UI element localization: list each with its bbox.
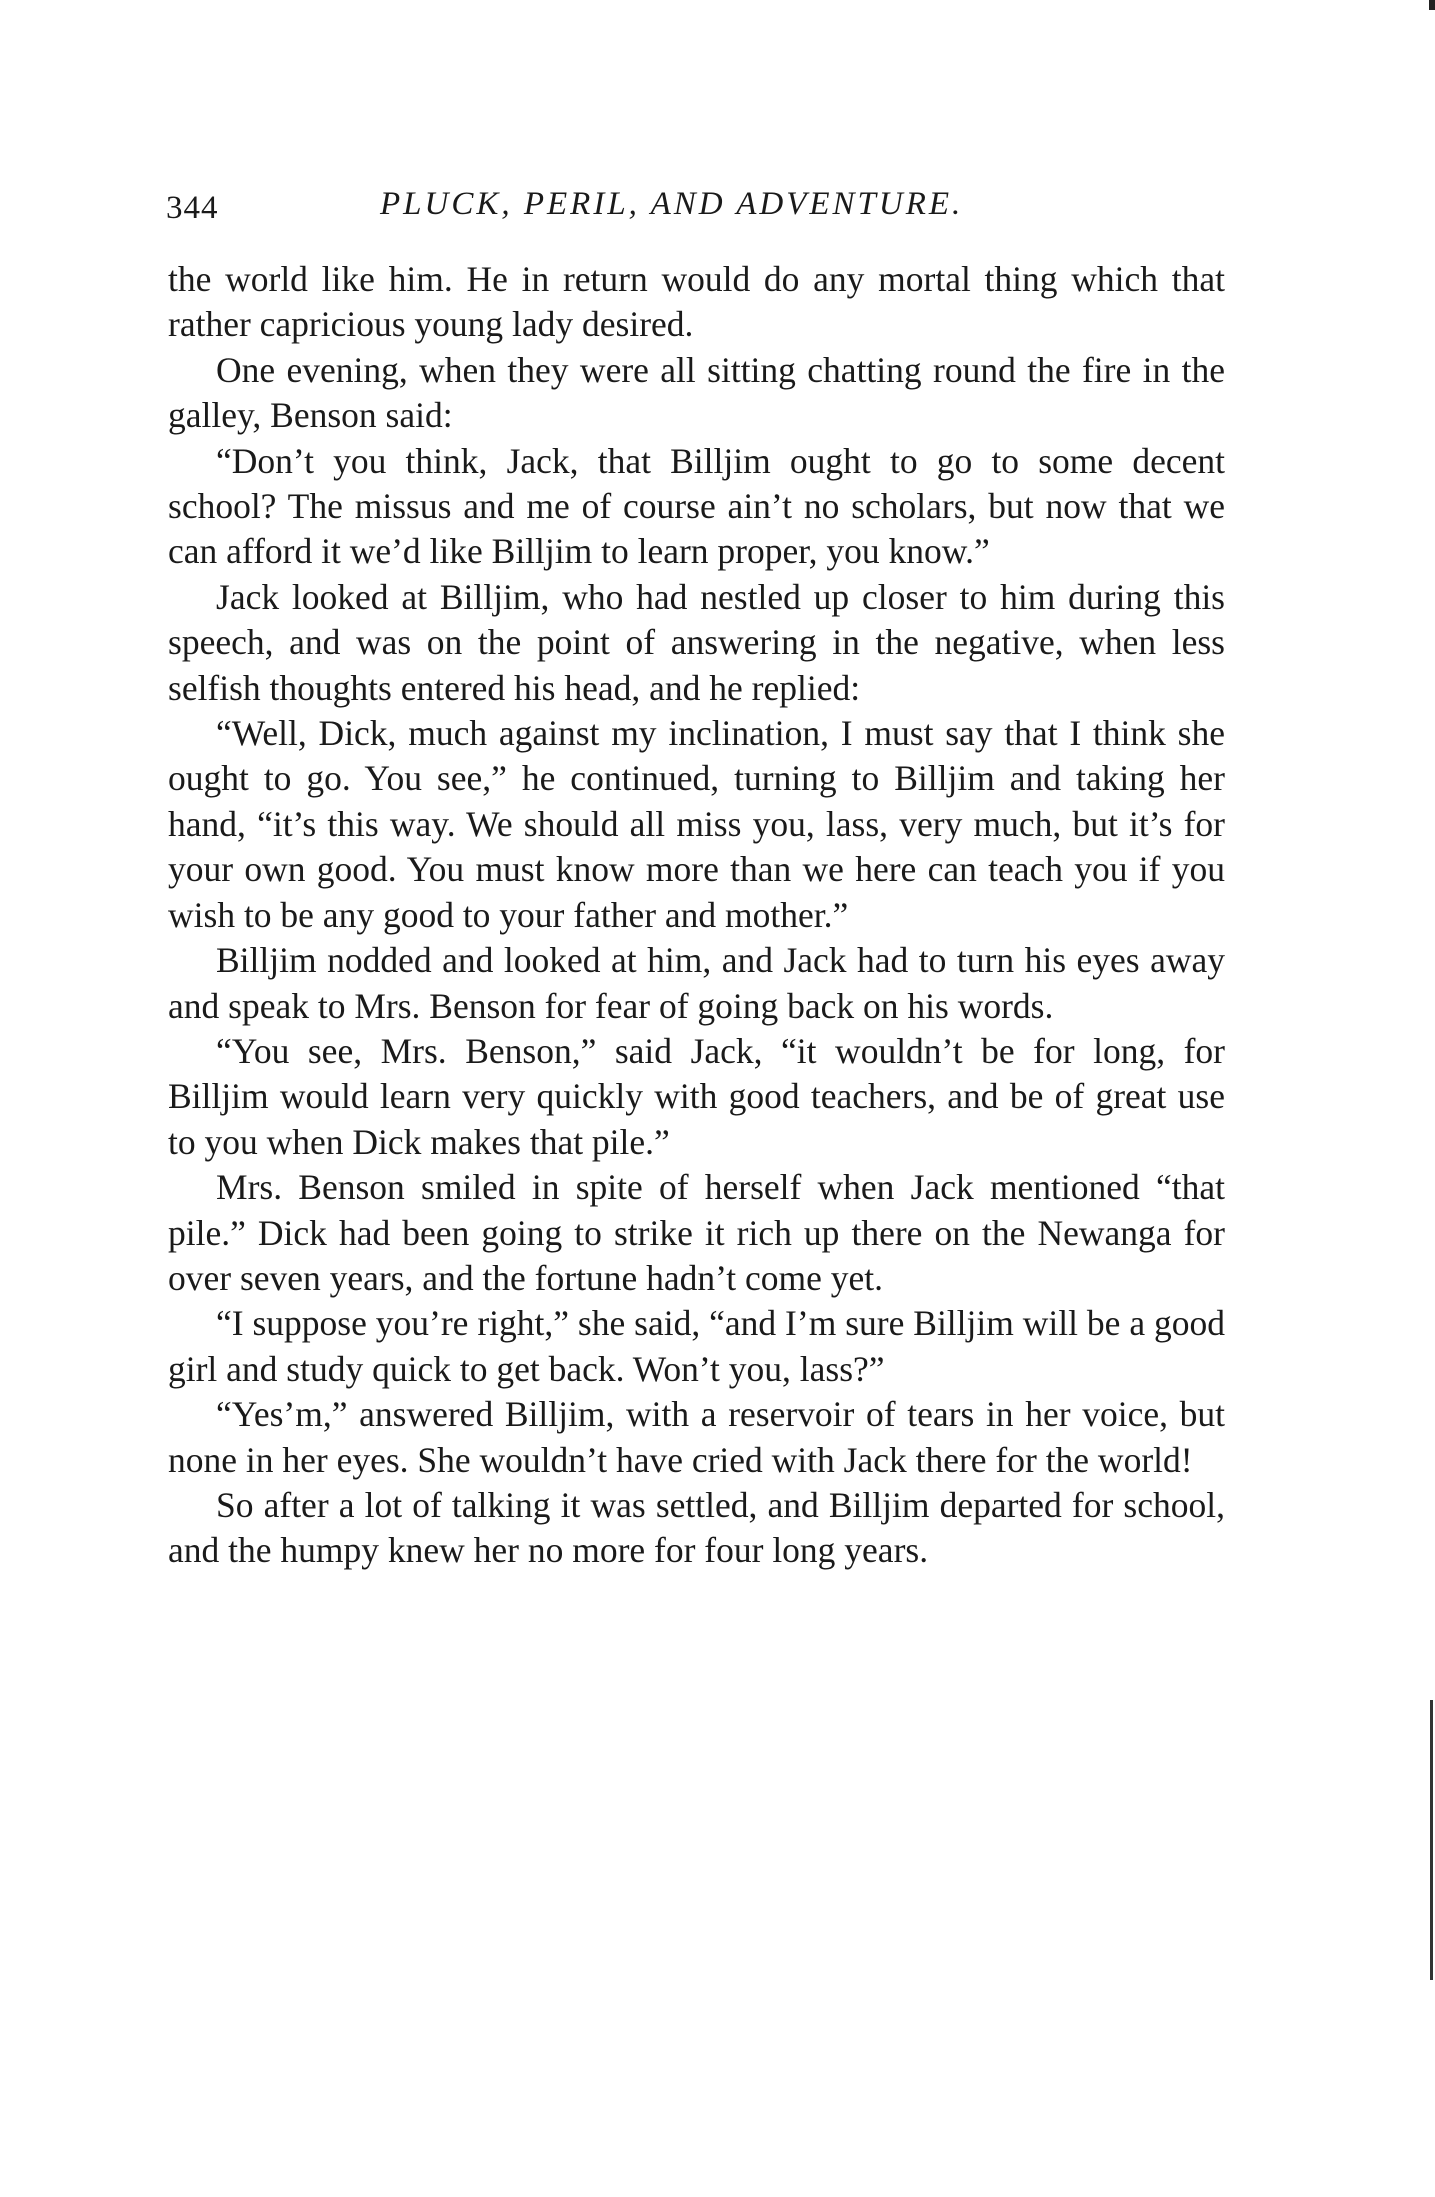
page-number: 344 xyxy=(166,190,219,226)
paragraph: So after a lot of talking it was settled, and Billjim departed for school, and the humpy knew her no more for four long years. xyxy=(168,1484,1225,1571)
paragraph: Mrs. Benson smiled in spite of herself when Jack mentioned “that pile.” Dick had been going to strike it rich up there on the Newanga for over seven years, and the fortune hadn’t come yet. xyxy=(168,1167,1225,1298)
paragraph: “Don’t you think, Jack, that Billjim ought to go to some decent school? The missus and me of course ain’t no scholars, but now that we can afford it we’d like Billjim to learn proper, you know.” xyxy=(168,440,1225,572)
paragraph: One evening, when they were all sitting chatting round the fire in the galley, Benson said: xyxy=(168,349,1225,436)
scan-edge-mark xyxy=(1429,0,1435,10)
paragraph: Jack looked at Billjim, who had nestled up closer to him during this speech, and was on the point of answering in the negative, when less selfish thoughts entered his head, and he replied: xyxy=(168,576,1225,708)
paragraph: the world like him. He in return would do any mortal thing which that rather capricious young lady desired. xyxy=(168,259,1225,345)
paragraph: “You see, Mrs. Benson,” said Jack, “it wouldn’t be for long, for Billjim would learn very quickly with good teachers, and be of great use to you when Dick makes that pile.” xyxy=(168,1030,1225,1162)
paragraph: “Well, Dick, much against my inclination, I must say that I think she ought to go. You see,” he continued, turning to Billjim and taking her hand, “it’s this way. We should all miss you, lass, very much, but it’s for your own good. You must know more than we here can teach you if you wish to be any good to your father and mother.” xyxy=(168,713,1225,935)
body-text xyxy=(168,257,1225,1574)
running-head xyxy=(166,186,1231,236)
scan-edge-line xyxy=(1430,1700,1433,1980)
running-title: PLUCK, PERIL, AND ADVENTURE. xyxy=(380,186,964,222)
paragraph: “Yes’m,” answered Billjim, with a reservoir of tears in her voice, but none in her eyes. She wouldn’t have cried with Jack there for the world! xyxy=(168,1394,1225,1480)
paragraph: “I suppose you’re right,” she said, “and I’m sure Billjim will be a good girl and study quick to get back. Won’t you, lass?” xyxy=(168,1303,1225,1389)
paragraph: Billjim nodded and looked at him, and Jack had to turn his eyes away and speak to Mrs. Benson for fear of going back on his words. xyxy=(168,940,1225,1026)
